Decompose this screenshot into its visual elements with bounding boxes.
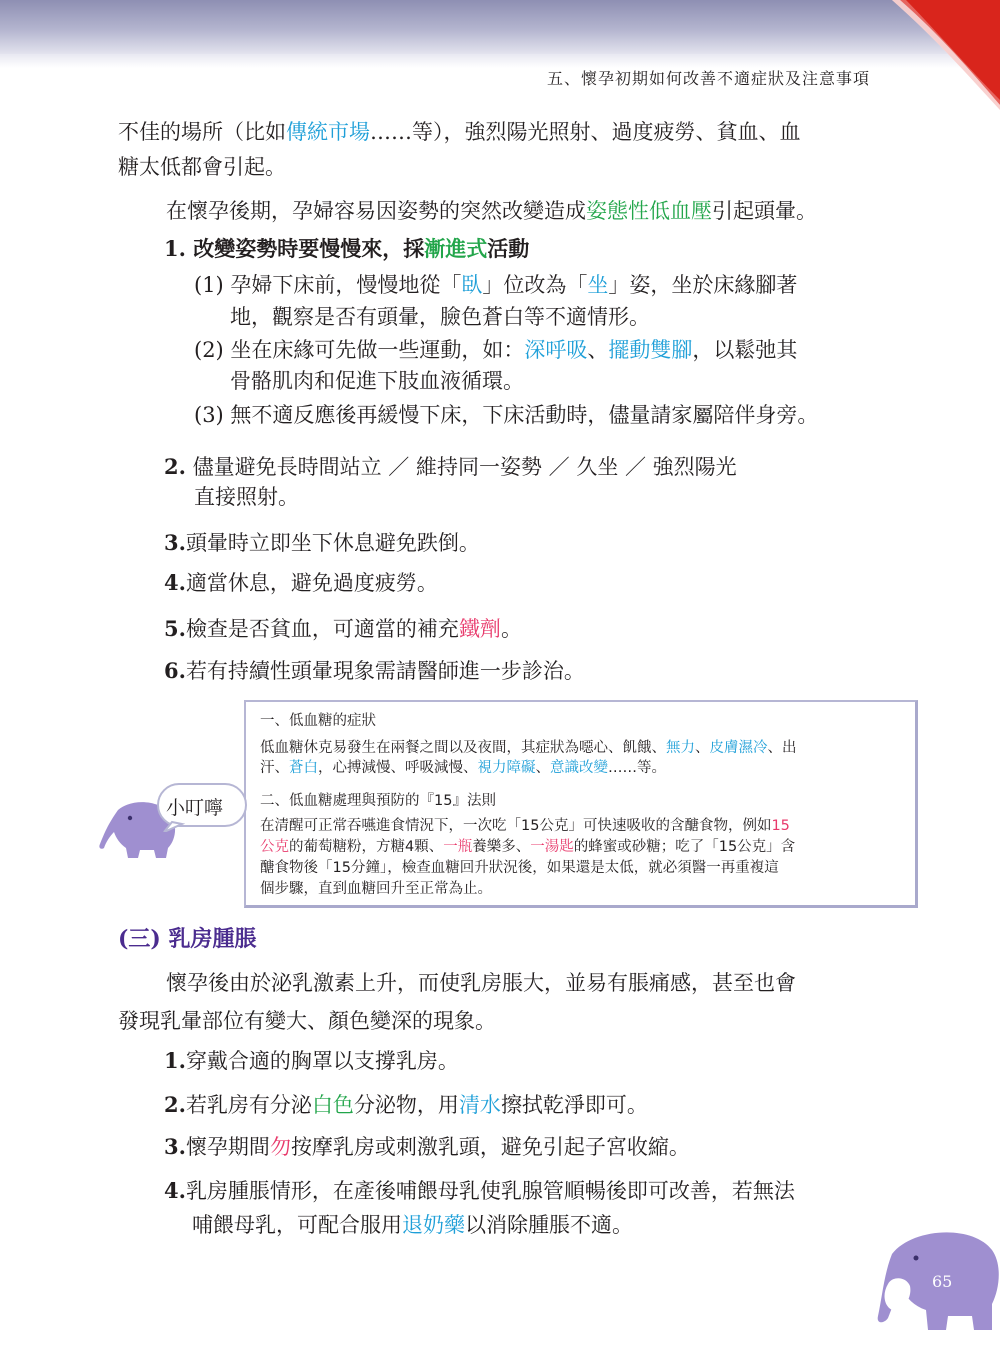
tip-heading: 一、低血糖的症狀: [260, 713, 376, 729]
list-item: 5.檢查是否貧血，可適當的補充鐵劑。: [164, 616, 522, 641]
tip-label: 小叮嚀: [166, 797, 224, 819]
elephant-mascot-icon: [862, 1224, 1000, 1334]
sub-item: (3) 無不適反應後再緩慢下床，下床活動時，儘量請家屬陪伴身旁。: [194, 403, 819, 427]
tip-heading: 二、低血糖處理與預防的『15』法則: [260, 793, 496, 809]
list-item-continuation: 直接照射。: [194, 485, 299, 509]
section-title: (三) 乳房腫脹: [118, 926, 257, 952]
tip-line: 低血糖休克易發生在兩餐之間以及夜間，其症狀為噁心、飢餓、無力、皮膚濕冷、出: [260, 740, 797, 756]
sub-item-continuation: 骨骼肌肉和促進下肢血液循環。: [230, 369, 524, 393]
tip-line: 公克的葡萄糖粉，方糖4顆、一瓶養樂多、一湯匙的蜂蜜或砂糖；吃了「15公克」含: [260, 839, 796, 855]
list-item: 3.頭暈時立即坐下休息避免跌倒。: [164, 530, 480, 555]
sub-item: (2) 坐在床緣可先做一些運動，如：深呼吸、擺動雙腳，以鬆弛其: [194, 338, 798, 362]
sub-item: (1) 孕婦下床前，慢慢地從「臥」位改為「坐」姿，坐於床緣腳著: [194, 273, 798, 297]
paragraph-line: 在懷孕後期，孕婦容易因姿勢的突然改變造成姿態性低血壓引起頭暈。: [166, 199, 817, 223]
paragraph-line: 不佳的場所（比如傳統市場……等），強烈陽光照射、過度疲勞、貧血、血: [118, 120, 801, 144]
corner-ribbon-decoration: [840, 0, 1000, 110]
tip-line: 醣食物後「15分鐘」，檢查血糖回升狀況後，如果還是太低，就必須醫一再重複這: [260, 860, 779, 876]
paragraph-line: 懷孕後由於泌乳激素上升，而使乳房脹大，並易有脹痛感，甚至也會: [166, 971, 796, 995]
tip-line: 在清醒可正常吞嚥進食情況下，一次吃「15公克」可快速吸收的含醣食物，例如15: [260, 818, 790, 834]
list-item: 2. 儘量避免長時間站立 ／ 維持同一姿勢 ／ 久坐 ／ 強烈陽光: [164, 454, 737, 479]
tip-line: 個步驟，直到血糖回升至正常為止。: [260, 881, 492, 897]
list-item: 2.若乳房有分泌白色分泌物，用清水擦拭乾淨即可。: [164, 1092, 648, 1117]
list-item: 4.乳房腫脹情形，在產後哺餵母乳使乳腺管順暢後即可改善，若無法: [164, 1178, 795, 1203]
running-header: 五、懷孕初期如何改善不適症狀及注意事項: [546, 69, 870, 88]
list-item: 6.若有持續性頭暈現象需請醫師進一步診治。: [164, 658, 585, 683]
paragraph-line: 發現乳暈部位有變大、顏色變深的現象。: [118, 1009, 496, 1033]
list-item: 4.適當休息，避免過度疲勞。: [164, 570, 438, 595]
list-item: 3.懷孕期間勿按摩乳房或刺激乳頭，避免引起子宮收縮。: [164, 1134, 690, 1159]
paragraph-line: 糖太低都會引起。: [118, 155, 286, 179]
list-item: 1.穿戴合適的胸罩以支撐乳房。: [164, 1048, 459, 1073]
page-number: 65: [932, 1272, 953, 1291]
tip-line: 汗、蒼白，心搏減慢、呼吸減慢、視力障礙、意識改變……等。: [260, 760, 666, 776]
sub-item-continuation: 地，觀察是否有頭暈，臉色蒼白等不適情形。: [230, 305, 650, 329]
list-item-continuation: 哺餵母乳，可配合服用退奶藥以消除腫脹不適。: [192, 1213, 633, 1237]
list-item-heading: 1. 改變姿勢時要慢慢來，採漸進式活動: [164, 236, 530, 261]
